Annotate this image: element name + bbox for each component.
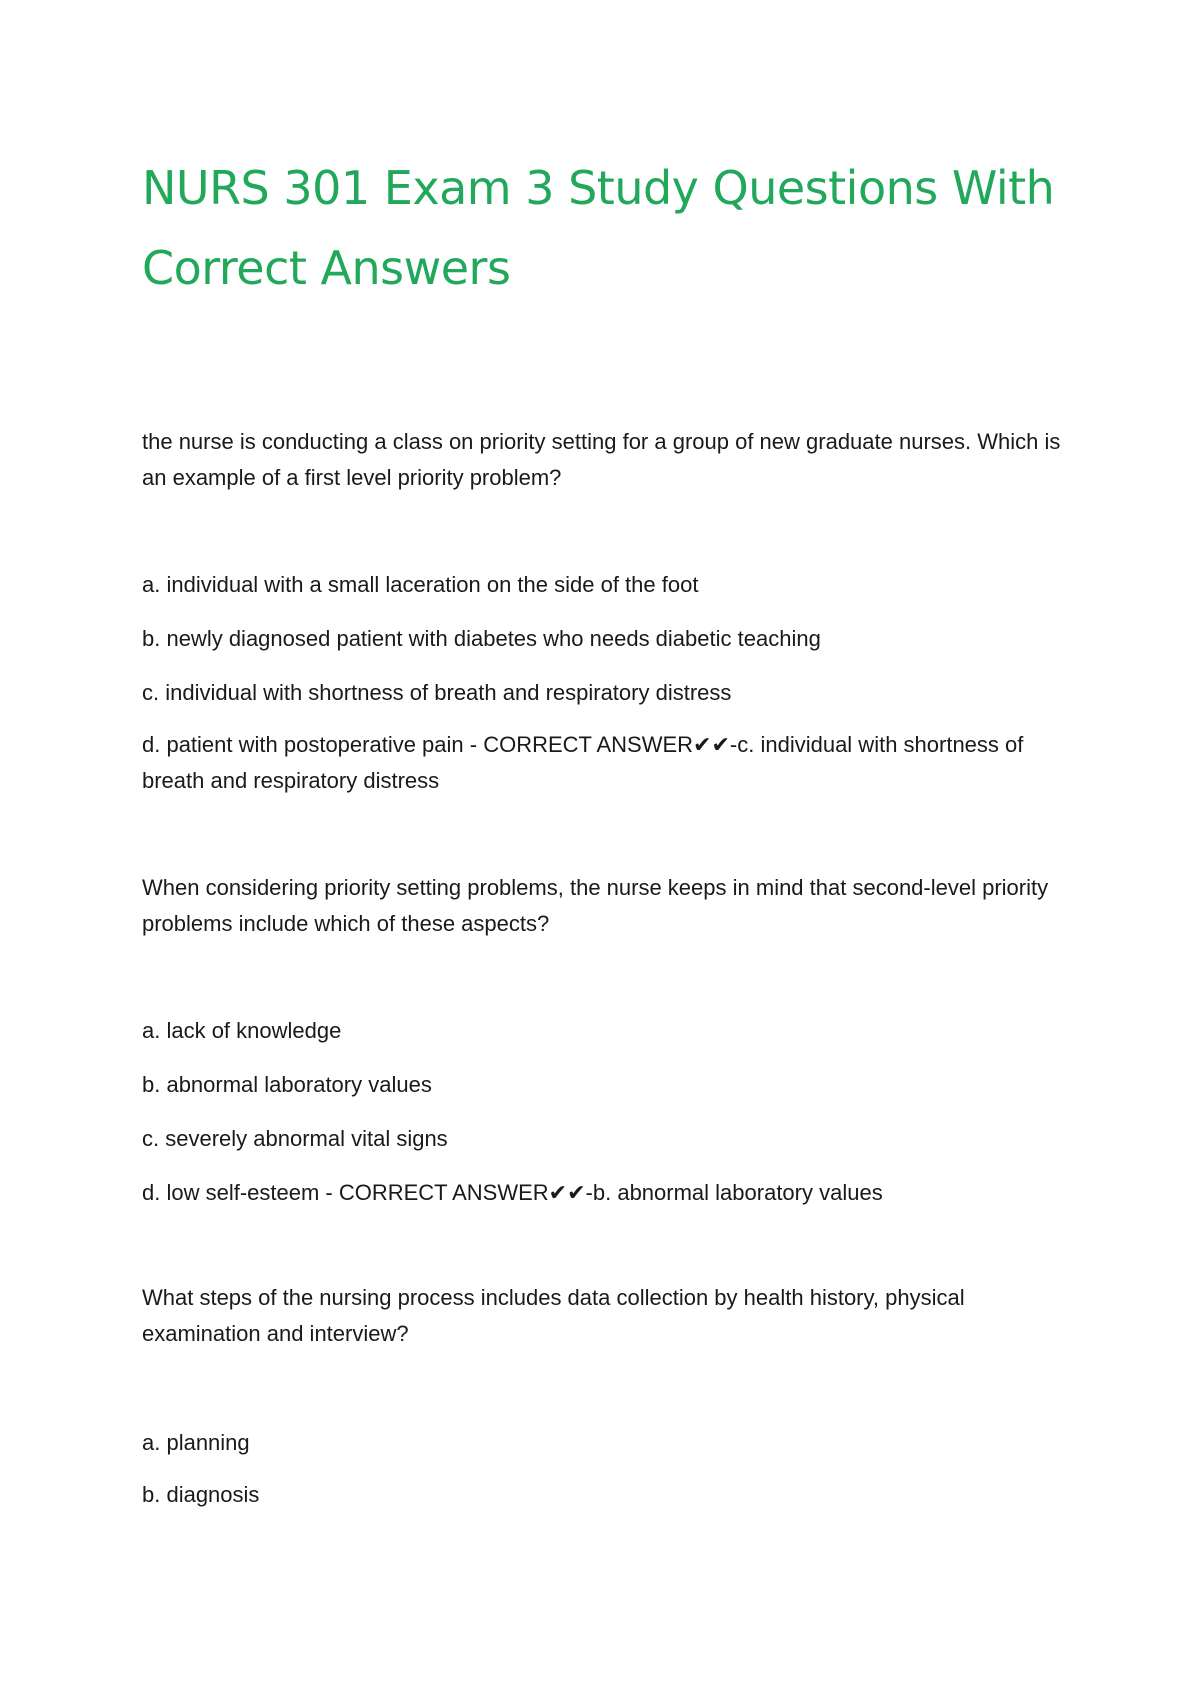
question-2-text: When considering priority setting problems, the nurse keeps in mind that second-level priority problems include which of these aspects? <box>142 875 1049 936</box>
question-2-option-a: a. lack of knowledge <box>142 1018 342 1043</box>
document-title: NURS 301 Exam 3 Study Questions With Correct Answers <box>142 161 1055 295</box>
question-2-option-c: c. severely abnormal vital signs <box>142 1126 448 1151</box>
question-1-text: the nurse is conducting a class on priority setting for a group of new graduate nurses. Which is an example of a first level priority problem? <box>142 429 1061 490</box>
question-3-option-b: b. diagnosis <box>142 1482 260 1507</box>
question-1-option-b: b. newly diagnosed patient with diabetes who needs diabetic teaching <box>142 626 821 651</box>
question-3-option-a: a. planning <box>142 1430 250 1455</box>
question-3-text: What steps of the nursing process includes data collection by health history, physical examination and interview? <box>142 1285 965 1346</box>
question-1-option-c: c. individual with shortness of breath and respiratory distress <box>142 680 732 705</box>
question-1-option-d-answer: d. patient with postoperative pain - CORRECT ANSWER✔✔-c. individual with shortness of breath and respiratory distress <box>142 732 1024 793</box>
question-1-option-a: a. individual with a small laceration on the side of the foot <box>142 572 699 597</box>
question-2-option-b: b. abnormal laboratory values <box>142 1072 432 1097</box>
question-2-option-d-answer: d. low self-esteem - CORRECT ANSWER✔✔-b. abnormal laboratory values <box>142 1180 883 1205</box>
